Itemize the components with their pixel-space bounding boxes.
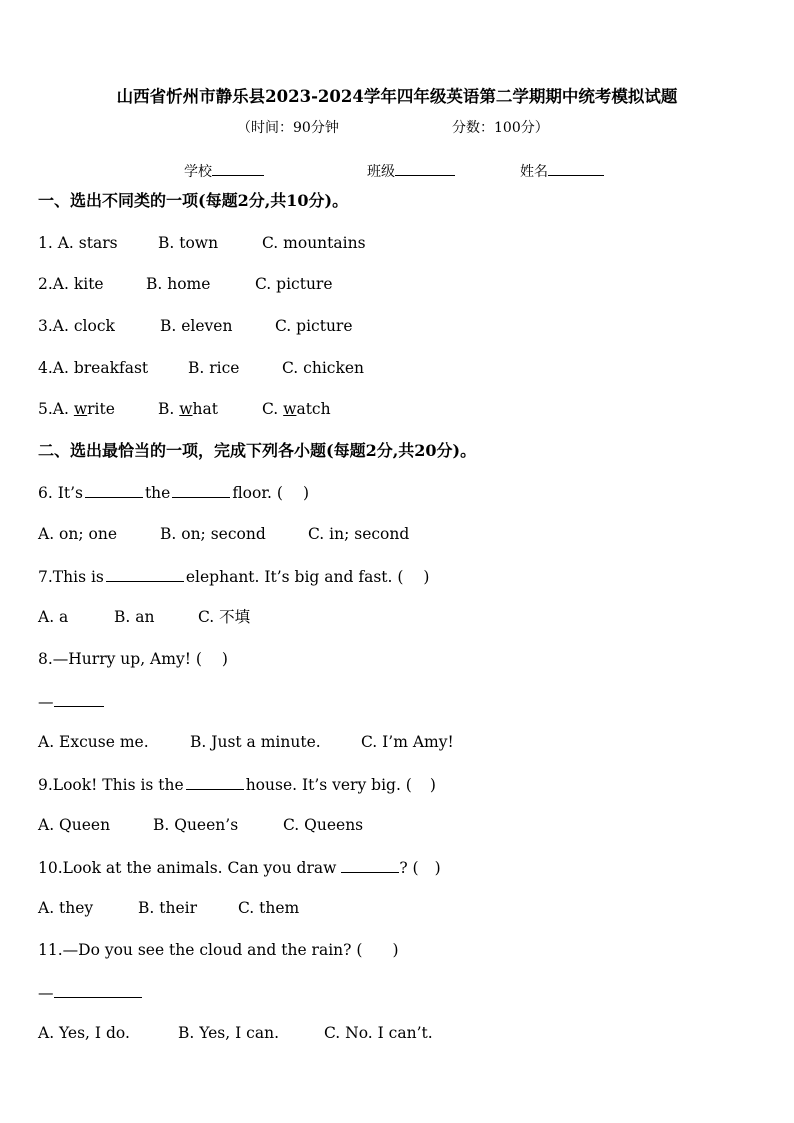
q5-option-b: B. what	[158, 400, 218, 418]
q3-num: 3.	[38, 317, 53, 335]
q2-option-c: C. picture	[255, 275, 333, 293]
q10-blank	[341, 857, 399, 873]
q1-option-c: C. mountains	[262, 234, 366, 252]
school-blank	[212, 160, 264, 176]
page-title: 山西省忻州市静乐县2023-2024学年四年级英语第二学期期中统考模拟试题	[116, 87, 678, 106]
q8-option-c: C. I’m Amy!	[361, 733, 454, 751]
q1-option-b: B. town	[158, 234, 219, 252]
q11-blank	[54, 982, 142, 998]
q2-option-a: A. kite	[52, 275, 104, 293]
q3-option-c: C. picture	[275, 317, 353, 335]
exam-time: （时间：90分钟	[237, 120, 339, 136]
section2-heading: 二、选出最恰当的一项，完成下列各小题(每题2分,共20分)。	[38, 441, 477, 460]
q6-option-a: A. on; one	[38, 525, 117, 543]
q3-option-a: A. clock	[52, 317, 115, 335]
q10-option-c: C. them	[238, 899, 300, 917]
name-blank	[548, 160, 604, 176]
school-field	[184, 160, 264, 182]
q1-option-a: A. stars	[57, 234, 118, 252]
class-blank	[395, 160, 455, 176]
q10-stem: 10.Look at the animals. Can you draw ? ( )	[38, 859, 441, 877]
q7-blank	[106, 566, 184, 582]
q4-num: 4.	[38, 359, 53, 377]
q2-num: 2.	[38, 275, 53, 293]
name-label: 姓名	[520, 164, 548, 180]
q9-option-a: A. Queen	[38, 816, 111, 834]
q2-option-b: B. home	[146, 275, 211, 293]
q4-option-a: A. breakfast	[52, 359, 149, 377]
name-field	[520, 160, 604, 182]
q8-option-b: B. Just a minute.	[190, 733, 321, 751]
q7-option-b: B. an	[114, 608, 155, 626]
q11-option-a: A. Yes, I do.	[38, 1024, 130, 1042]
q10-option-a: A. they	[38, 899, 94, 917]
q4-option-b: B. rice	[188, 359, 240, 377]
class-label: 班级	[367, 164, 395, 180]
q7-option-c: C. 不填	[198, 608, 251, 626]
q3-option-b: B. eleven	[160, 317, 233, 335]
q6-option-b: B. on; second	[160, 525, 266, 543]
class-field	[367, 160, 455, 182]
q11-stem: 11.—Do you see the cloud and the rain? ( )	[38, 941, 399, 959]
q8-stem: 8.—Hurry up, Amy! ( )	[38, 650, 228, 668]
q8-answer-line: —	[38, 691, 104, 712]
q9-stem: 9.Look! This is the house. It’s very big. ( )	[38, 776, 436, 794]
q7-stem: 7.This is elephant. It’s big and fast. ( )	[38, 568, 430, 586]
q5-option-a: 5.A. write	[38, 400, 115, 418]
q9-blank	[186, 774, 244, 790]
q5-option-c: C. watch	[262, 400, 331, 418]
q11-option-b: B. Yes, I can.	[178, 1024, 279, 1042]
q6-option-c: C. in; second	[308, 525, 410, 543]
school-label: 学校	[184, 164, 212, 180]
q1-num: 1.	[38, 234, 53, 252]
section1-heading: 一、选出不同类的一项(每题2分,共10分)。	[38, 191, 349, 210]
q8-option-a: A. Excuse me.	[38, 733, 149, 751]
q7-option-a: A. a	[38, 608, 69, 626]
q6-stem: 6. It’s the floor. ( )	[38, 484, 310, 502]
q8-blank	[54, 691, 104, 707]
q4-option-c: C. chicken	[282, 359, 365, 377]
q10-option-b: B. their	[138, 899, 197, 917]
q11-option-c: C. No. I can’t.	[324, 1024, 433, 1042]
q9-option-c: C. Queens	[283, 816, 364, 834]
q6-blank-1	[85, 482, 143, 498]
q9-option-b: B. Queen’s	[153, 816, 239, 834]
exam-score: 分数：100分）	[452, 120, 549, 136]
q6-blank-2	[172, 482, 230, 498]
q11-answer-line: —	[38, 982, 142, 1003]
